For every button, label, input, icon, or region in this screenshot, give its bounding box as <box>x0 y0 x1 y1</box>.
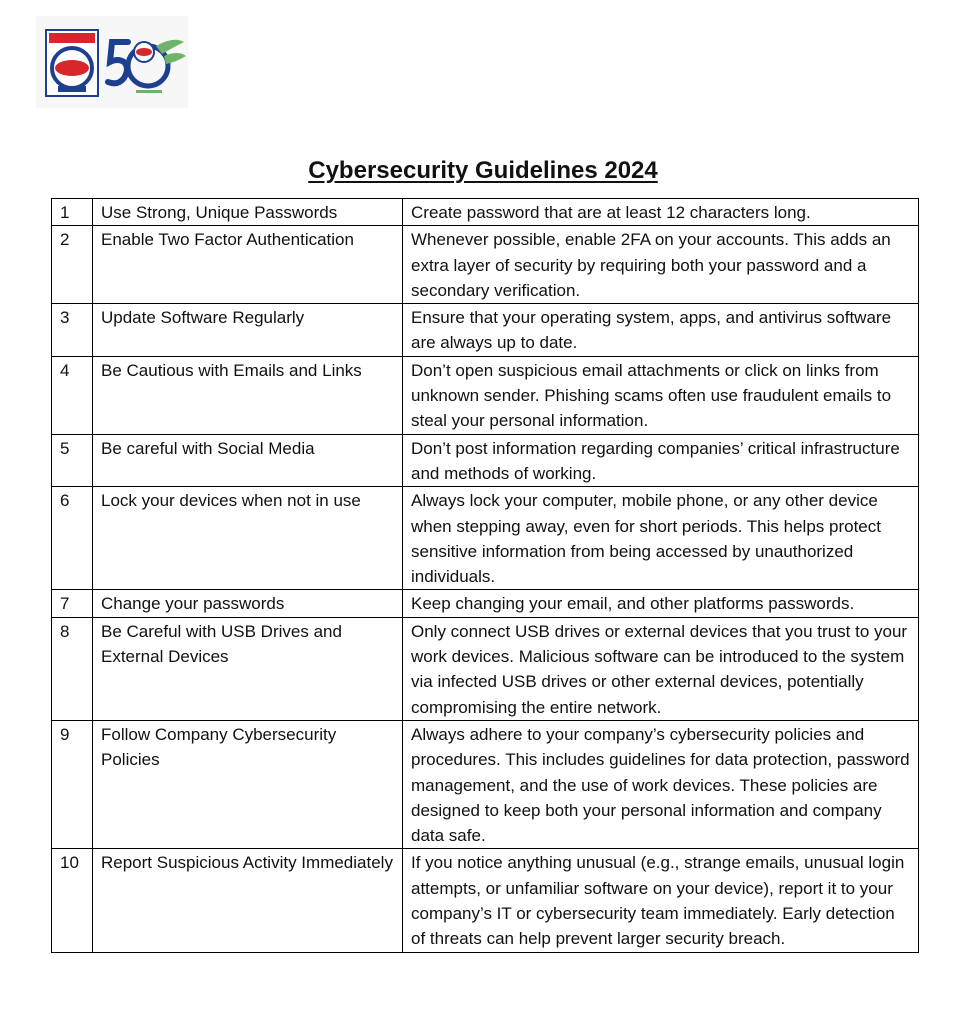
guideline-number: 7 <box>52 590 93 617</box>
guideline-title: Update Software Regularly <box>93 304 403 357</box>
guideline-title: Use Strong, Unique Passwords <box>93 199 403 226</box>
guideline-number: 6 <box>52 487 93 590</box>
guideline-description: Don’t post information regarding companies’ critical infrastructure and methods of working. <box>403 434 919 487</box>
guideline-description: Keep changing your email, and other platforms passwords. <box>403 590 919 617</box>
guidelines-table <box>51 198 919 953</box>
guideline-title: Enable Two Factor Authentication <box>93 226 403 304</box>
hp-golden-jubilee-logo <box>36 16 188 108</box>
guideline-title: Report Suspicious Activity Immediately <box>93 849 403 952</box>
guideline-number: 8 <box>52 617 93 720</box>
guideline-row <box>52 590 919 617</box>
guideline-number: 4 <box>52 356 93 434</box>
guideline-title: Follow Company Cybersecurity Policies <box>93 720 403 848</box>
guideline-title: Be careful with Social Media <box>93 434 403 487</box>
guideline-description: Ensure that your operating system, apps, and antivirus software are always up to date. <box>403 304 919 357</box>
guideline-title: Be Cautious with Emails and Links <box>93 356 403 434</box>
guideline-number: 3 <box>52 304 93 357</box>
guideline-title: Be Careful with USB Drives and External Devices <box>93 617 403 720</box>
guideline-description: Don’t open suspicious email attachments or click on links from unknown sender. Phishing scams often use fraudulent emails to steal your personal information. <box>403 356 919 434</box>
guideline-number: 1 <box>52 199 93 226</box>
guideline-row <box>52 304 919 357</box>
guideline-row <box>52 720 919 848</box>
guideline-title: Change your passwords <box>93 590 403 617</box>
guideline-description: If you notice anything unusual (e.g., strange emails, unusual login attempts, or unfamiliar software on your device), report it to your company’s IT or cybersecurity team immediately. Early detection of threats can help prevent larger security breach. <box>403 849 919 952</box>
guideline-row <box>52 487 919 590</box>
guideline-description: Always adhere to your company’s cybersecurity policies and procedures. This includes guidelines for data protection, password management, and the use of work devices. These policies are designed to keep both your personal information and company data safe. <box>403 720 919 848</box>
company-logo <box>36 16 188 108</box>
guideline-number: 9 <box>52 720 93 848</box>
guideline-description: Whenever possible, enable 2FA on your accounts. This adds an extra layer of security by requiring both your password and a secondary verification. <box>403 226 919 304</box>
guideline-row <box>52 434 919 487</box>
guideline-description: Create password that are at least 12 characters long. <box>403 199 919 226</box>
guideline-description: Always lock your computer, mobile phone, or any other device when stepping away, even for short periods. This helps protect sensitive information from being accessed by unauthorized individuals. <box>403 487 919 590</box>
guideline-number: 5 <box>52 434 93 487</box>
guideline-description: Only connect USB drives or external devices that you trust to your work devices. Malicious software can be introduced to the system via infected USB drives or other external devices, potentially compromising the entire network. <box>403 617 919 720</box>
guideline-row <box>52 617 919 720</box>
guideline-row <box>52 199 919 226</box>
guideline-title: Lock your devices when not in use <box>93 487 403 590</box>
guideline-number: 10 <box>52 849 93 952</box>
guideline-number: 2 <box>52 226 93 304</box>
guideline-row <box>52 356 919 434</box>
guideline-row <box>52 849 919 952</box>
guideline-row <box>52 226 919 304</box>
document-title: Cybersecurity Guidelines 2024 <box>308 157 658 184</box>
